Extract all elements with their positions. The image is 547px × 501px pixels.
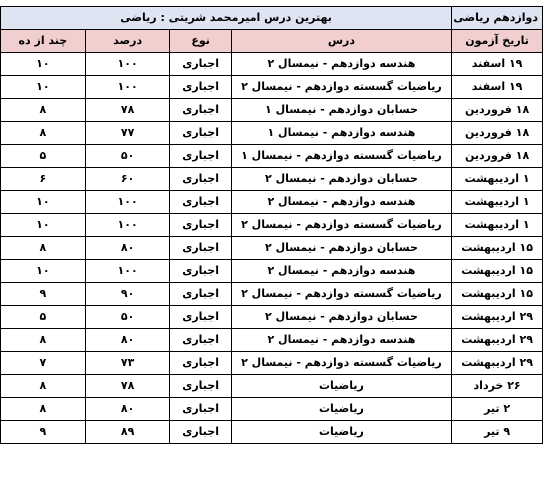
cell-course: حسابان دوازدهم - نیمسال ۲ <box>231 237 451 260</box>
cell-percent: ۸۰ <box>85 398 170 421</box>
table-row <box>1 398 543 421</box>
cell-score: ۱۰ <box>1 214 86 237</box>
header-course: درس <box>231 30 451 53</box>
cell-date: ۱۵ اردیبهشت <box>452 283 543 306</box>
table-row <box>1 283 543 306</box>
cell-type: اجباری <box>170 122 231 145</box>
subtitle-cell: دوازدهم ریاضی <box>452 7 543 30</box>
table-row <box>1 237 543 260</box>
cell-percent: ۷۸ <box>85 99 170 122</box>
cell-type: اجباری <box>170 352 231 375</box>
cell-date: ۱ اردیبهشت <box>452 191 543 214</box>
table-row <box>1 375 543 398</box>
cell-score: ۱۰ <box>1 260 86 283</box>
cell-percent: ۱۰۰ <box>85 260 170 283</box>
cell-date: ۹ تیر <box>452 421 543 444</box>
cell-percent: ۸۰ <box>85 329 170 352</box>
title-row <box>1 7 543 30</box>
cell-type: اجباری <box>170 76 231 99</box>
cell-date: ۱۹ اسفند <box>452 53 543 76</box>
cell-percent: ۸۹ <box>85 421 170 444</box>
table-row <box>1 260 543 283</box>
cell-score: ۹ <box>1 283 86 306</box>
title-cell: بهترین درس امیرمحمد شریتی : ریاضی <box>1 7 452 30</box>
cell-date: ۲۹ اردیبهشت <box>452 306 543 329</box>
cell-type: اجباری <box>170 99 231 122</box>
cell-date: ۱۵ اردیبهشت <box>452 237 543 260</box>
cell-score: ۸ <box>1 375 86 398</box>
cell-date: ۲۹ اردیبهشت <box>452 352 543 375</box>
cell-date: ۱۸ فروردین <box>452 99 543 122</box>
cell-score: ۸ <box>1 122 86 145</box>
cell-percent: ۱۰۰ <box>85 53 170 76</box>
cell-percent: ۸۰ <box>85 237 170 260</box>
cell-percent: ۵۰ <box>85 145 170 168</box>
cell-date: ۲۶ خرداد <box>452 375 543 398</box>
table-row <box>1 329 543 352</box>
cell-score: ۸ <box>1 329 86 352</box>
cell-course: هندسه دوازدهم - نیمسال ۲ <box>231 329 451 352</box>
cell-percent: ۶۰ <box>85 168 170 191</box>
cell-course: ریاضیات گسسته دوازدهم - نیمسال ۲ <box>231 214 451 237</box>
cell-course: ریاضیات گسسته دوازدهم - نیمسال ۲ <box>231 352 451 375</box>
cell-type: اجباری <box>170 237 231 260</box>
header-type: نوع <box>170 30 231 53</box>
cell-course: ریاضیات <box>231 398 451 421</box>
table-row <box>1 352 543 375</box>
table-row <box>1 99 543 122</box>
cell-score: ۱۰ <box>1 76 86 99</box>
cell-course: ریاضیات گسسته دوازدهم - نیمسال ۱ <box>231 145 451 168</box>
cell-type: اجباری <box>170 214 231 237</box>
cell-score: ۵ <box>1 145 86 168</box>
cell-score: ۹ <box>1 421 86 444</box>
cell-date: ۱ اردیبهشت <box>452 214 543 237</box>
cell-date: ۲ تیر <box>452 398 543 421</box>
table-row <box>1 306 543 329</box>
cell-date: ۱ اردیبهشت <box>452 168 543 191</box>
cell-type: اجباری <box>170 53 231 76</box>
table-row <box>1 214 543 237</box>
cell-percent: ۷۸ <box>85 375 170 398</box>
cell-type: اجباری <box>170 398 231 421</box>
cell-course: ریاضیات گسسته دوازدهم - نیمسال ۲ <box>231 76 451 99</box>
cell-percent: ۹۰ <box>85 283 170 306</box>
cell-type: اجباری <box>170 283 231 306</box>
table-row <box>1 53 543 76</box>
table-row <box>1 145 543 168</box>
cell-score: ۸ <box>1 237 86 260</box>
cell-percent: ۷۷ <box>85 122 170 145</box>
cell-course: هندسه دوازدهم - نیمسال ۱ <box>231 122 451 145</box>
table-row <box>1 122 543 145</box>
cell-percent: ۱۰۰ <box>85 76 170 99</box>
cell-date: ۲۹ اردیبهشت <box>452 329 543 352</box>
results-table-body <box>1 7 543 444</box>
cell-type: اجباری <box>170 145 231 168</box>
cell-score: ۸ <box>1 398 86 421</box>
cell-course: هندسه دوازدهم - نیمسال ۲ <box>231 260 451 283</box>
cell-course: هندسه دوازدهم - نیمسال ۲ <box>231 191 451 214</box>
table-row <box>1 168 543 191</box>
cell-type: اجباری <box>170 191 231 214</box>
cell-course: حسابان دوازدهم - نیمسال ۲ <box>231 168 451 191</box>
cell-type: اجباری <box>170 375 231 398</box>
cell-type: اجباری <box>170 306 231 329</box>
cell-course: ریاضیات <box>231 375 451 398</box>
cell-course: حسابان دوازدهم - نیمسال ۱ <box>231 99 451 122</box>
cell-score: ۱۰ <box>1 53 86 76</box>
results-table <box>0 6 543 444</box>
cell-score: ۸ <box>1 99 86 122</box>
cell-course: ریاضیات گسسته دوازدهم - نیمسال ۲ <box>231 283 451 306</box>
table-row <box>1 421 543 444</box>
cell-score: ۷ <box>1 352 86 375</box>
cell-date: ۱۸ فروردین <box>452 145 543 168</box>
cell-date: ۱۸ فروردین <box>452 122 543 145</box>
cell-percent: ۱۰۰ <box>85 214 170 237</box>
table-row <box>1 76 543 99</box>
table-row <box>1 191 543 214</box>
cell-course: حسابان دوازدهم - نیمسال ۲ <box>231 306 451 329</box>
cell-date: ۱۵ اردیبهشت <box>452 260 543 283</box>
cell-score: ۱۰ <box>1 191 86 214</box>
cell-score: ۶ <box>1 168 86 191</box>
header-percent: درصد <box>85 30 170 53</box>
cell-date: ۱۹ اسفند <box>452 76 543 99</box>
header-row <box>1 30 543 53</box>
header-score: چند از ده <box>1 30 86 53</box>
cell-type: اجباری <box>170 168 231 191</box>
header-date: تاریخ آزمون <box>452 30 543 53</box>
cell-score: ۵ <box>1 306 86 329</box>
cell-type: اجباری <box>170 329 231 352</box>
cell-course: هندسه دوازدهم - نیمسال ۲ <box>231 53 451 76</box>
cell-type: اجباری <box>170 421 231 444</box>
cell-percent: ۱۰۰ <box>85 191 170 214</box>
cell-type: اجباری <box>170 260 231 283</box>
cell-course: ریاضیات <box>231 421 451 444</box>
cell-percent: ۵۰ <box>85 306 170 329</box>
cell-percent: ۷۳ <box>85 352 170 375</box>
